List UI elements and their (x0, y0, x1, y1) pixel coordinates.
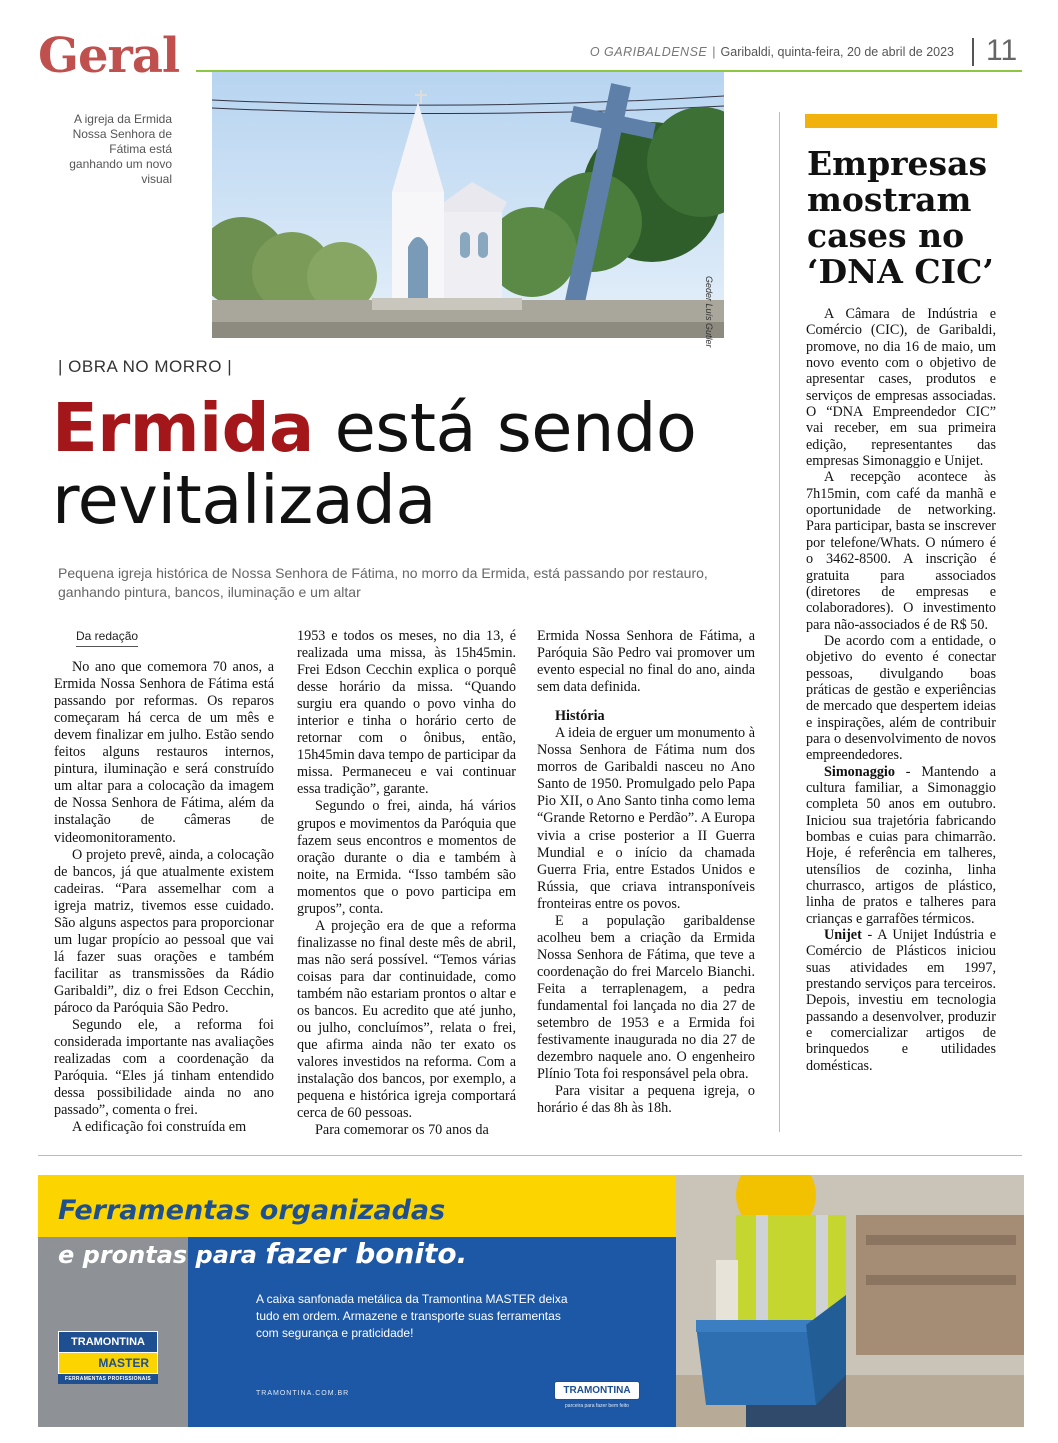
ad-title-part-c: fazer bonito. (265, 1237, 468, 1270)
paragraph: No ano que comemora 70 anos, a Ermida Nossa Senhora de Fátima está passando por reformas. Os reparos começaram há cerca de um mês e devem finalizar em julho. Estão sendo feitos alguns restauros internos, pintura, iluminação e será construído um altar para a colocação da imagem de Nossa Senhora de Fátima, além da instalação de câmeras de videomonitoramento. (54, 659, 274, 846)
sidebar-accent-bar (805, 114, 997, 128)
ad-title-line-1: Ferramentas organizadas (58, 1195, 446, 1226)
paragraph: Ermida Nossa Senhora de Fátima, a Paróquia São Pedro vai promover um evento especial no final do ano, ainda sem data definida. (537, 628, 755, 696)
logo-line-2: MASTER (58, 1353, 158, 1374)
simonaggio-text: - Mantendo a cultura familiar, a Simonaggio completa 50 anos em outubro. Iniciou sua trajetória fabricando bombas e cuias para chimarrão. Hoje, é referência em talheres, utensílios de cozinha, linha churrasco, artigos de plástico, linha de pratos e talheres para crianças e garrafões térmicos. (806, 763, 996, 927)
paragraph: O projeto prevê, ainda, a colocação de bancos, já que atualmente existem cadeiras. “Para assemelhar com a igreja matriz, tivemos esse cuidado. São alguns aspectos para proporcionar um lugar propício ao pessoal que vai lá fazer suas orações e também facilitar as transmissões da Rádio Garibaldi”, diz o frei Edson Cecchin, pároco da Paróquia São Pedro. (54, 846, 274, 1016)
ad-url[interactable]: TRAMONTINA.COM.BR (256, 1390, 350, 1397)
paragraph: Segundo o frei, ainda, há vários grupos e movimentos da Paróquia que fazem seus encontros e momentos de oração durante o dia e também à noite, na Ermida. “Isso também são momentos que o povo participa em grupos”, conta. (297, 798, 516, 917)
article-column-2 (297, 628, 516, 1139)
newspaper-name: O GARIBALDENSE (589, 45, 708, 59)
standfirst: Pequena igreja histórica de Nossa Senhora de Fátima, no morro da Ermida, está passando por restauro, ganhando pintura, bancos, iluminação e um altar (58, 565, 708, 600)
church-photo (212, 72, 724, 338)
paragraph: E a população garibaldense acolheu bem a criação da Ermida Nossa Senhora de Fátima, que teve a coordenação do frei Marcelo Bianchi. Feita a terraplenagem, a pedra fundamental foi lançada no dia 27 de setembro de 1953 e a Ermida foi festivamente inaugurada no dia 27 de dezembro naquele ano. O engenheiro Plínio Tota foi responsável pela obra. (537, 912, 755, 1083)
photo-credit: Geder Luís Gutler (704, 276, 714, 348)
unijet-text: - A Unijet Indústria e Comércio de Plásticos iniciou suas atividades em 1997, prestando serviços para terceiros. Depois, investiu em tecnologia passando a desenvolver, produzir e comercializar artigos de brinquedos e utilidades domésticas. (806, 927, 996, 1074)
paragraph: A projeção era de que a reforma finalizasse no final deste mês de abril, mas não será possível. “Temos várias coisas para dar continuidade, como também não estariam prontos o altar e os bancos. Eu acredito que até junho, ou julho, concluímos”, relata o frei, que afirma ainda não ter exato os valores investidos na reforma. Com a instalação dos bancos, por exemplo, a pequena e histórica igreja comportará cerca de 60 pessoas. (297, 917, 516, 1122)
ad-body-text: A caixa sanfonada metálica da Tramontina MASTER deixa tudo em ordem. Armazene e transporte suas ferramentas com segurança e praticidade! (256, 1292, 568, 1340)
ad-title-line-2 (58, 1237, 467, 1270)
tramontina-master-logo (58, 1331, 158, 1384)
paragraph: Segundo ele, a reforma foi considerada importante nas avaliações realizadas com a coordenação da Paróquia. “Eles já tinham entendido dessa possibilidade ainda no ano passado”, comenta o frei. (54, 1017, 274, 1119)
paragraph: A edificação foi construída em (72, 1119, 247, 1136)
brand-tagline: parceira para fazer bem feito (565, 1403, 629, 1409)
logo-line-1: TRAMONTINA (58, 1331, 158, 1353)
headline (52, 389, 782, 539)
paragraph: Para comemorar os 70 anos da (315, 1122, 489, 1139)
paragraph-simonaggio (806, 764, 996, 927)
brand-name: TRAMONTINA (554, 1381, 640, 1400)
simonaggio-label: Simonaggio (824, 763, 895, 780)
section-title: Geral (38, 28, 180, 84)
paragraph: A recepção acontece às 7h15min, com café da manhã e oportunidade de networking. Para participar, basta se inscrever por telefone/Whats. O número é o 3462-8500. A inscrição é gratuita para associados (diretores de empresas e colaboradores). O investimento para não-associados é de R$ 50. (806, 469, 996, 633)
byline: Da redação (76, 628, 138, 647)
paragraph: A Câmara de Indústria e Comércio (CIC), de Garibaldi, promove, no dia 16 de maio, um novo evento com o objetivo de apresentar cases, produtos e serviços de empresas associadas. O “DNA Empreendedor CIC” vai receber, em sua primeira edição, representantes das empresas Simonaggio e Unijet. (806, 306, 996, 470)
photo-caption: A igreja da Ermida Nossa Senhora de Fátima está ganhando um novo visual (69, 112, 172, 186)
article-column-3 (537, 628, 755, 1117)
column-divider (779, 112, 780, 1132)
dateline: Garibaldi, quinta-feira, 20 de abril de 2023 (720, 45, 954, 59)
ad-title-part-b: para (187, 1241, 266, 1269)
article-column-1 (54, 628, 274, 1136)
paragraph: Para visitar a pequena igreja, o horário é das 8h às 18h. (537, 1083, 755, 1117)
unijet-label: Unijet (824, 927, 862, 944)
tramontina-brand (554, 1381, 640, 1409)
sidebar-title: Empresas mostram cases no ‘DNA CIC’ (807, 144, 994, 291)
page-number-separator (972, 38, 974, 66)
headline-rest: está sendo revitalizada (52, 389, 697, 539)
header-separator: | (712, 45, 716, 59)
paragraph: A ideia de erguer um monumento à Nossa Senhora de Fátima num dos morros de Garibaldi nasceu no Ano Santo de 1950. Promulgado pelo Papa Pio XII, o Ano Santo tinha como lema “Grande Retorno e Perdão”. A Europa vivia a crise posterior a II Guerra Mundial e o início da chamada Guerra Fria, entre Estados Unidos e Rússia, que criava intransponíveis fronteiras entre os povos. (537, 725, 755, 912)
subhead-historia: História (555, 708, 605, 725)
bottom-divider (38, 1155, 1022, 1156)
logo-line-3: FERRAMENTAS PROFISSIONAIS (58, 1374, 158, 1384)
kicker: | OBRA NO MORRO | (58, 357, 233, 376)
ad-worker-toolbox-photo (676, 1175, 1024, 1427)
tramontina-ad[interactable] (38, 1175, 1024, 1427)
header-meta (590, 45, 954, 59)
paragraph-unijet (806, 927, 996, 1074)
sidebar-body (806, 306, 996, 1074)
ad-title-part-a: e prontas (58, 1241, 188, 1269)
headline-highlight: Ermida (52, 389, 314, 467)
page-number: 11 (986, 34, 1018, 67)
paragraph: 1953 e todos os meses, no dia 13, é realizada uma missa, às 15h45min. Frei Edson Cecchin explica o porquê desse horário da missa. “Quando surgiu era quando o povo vinha do interior e tinha o horário certo de retornar com o ônibus, então, 15h45min dava tempo de participar da missa. Permaneceu e vai continuar essa tradição”, garante. (297, 628, 516, 798)
paragraph: De acordo com a entidade, o objetivo do evento é conectar pessoas, divulgando boas práticas de gestão e experiências de mercado que despertem ideias e inspirações, além de contribuir para o desenvolvimento de novos empreendedores. (806, 632, 996, 764)
